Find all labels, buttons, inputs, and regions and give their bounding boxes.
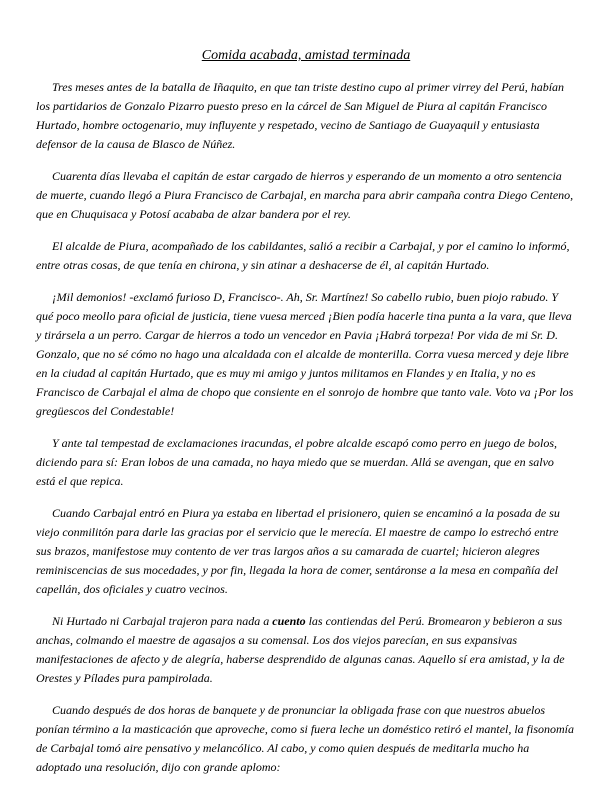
paragraph-7-end: las contiendas del Perú. Bromearon y bebieron a sus anchas, colmando el maestre de agasajos a su comensal. Los dos viejos parecían, en sus expansivas manifestaciones de afecto y de alegría, haberse desprendido de algunas canas. Aquello sí era amistad, y la de Orestes y Pílades pura pampirolada. bbox=[36, 614, 565, 685]
paragraph-7 bbox=[36, 612, 576, 688]
paragraph-5: Y ante tal tempestad de exclamaciones iracundas, el pobre alcalde escapó como perro en juego de bolos, diciendo para sí: Eran lobos de una camada, no haya miedo que se muerdan. Allá se avengan, que en salvo está el que repica. bbox=[36, 436, 558, 488]
paragraph-7-start: Ni Hurtado ni Carbajal trajeron para nada a bbox=[52, 614, 273, 628]
paragraph-3: El alcalde de Piura, acompañado de los cabildantes, salió a recibir a Carbajal, y por el camino lo informó, entre otras cosas, de que tenía en chirona, y sin atinar a deshacerse de él, al capitán Hurtado. bbox=[36, 239, 570, 272]
document-title: Comida acabada, amistad terminada bbox=[201, 48, 411, 63]
paragraph-7-bold-word: cuento bbox=[272, 614, 306, 628]
paragraph-2: Cuarenta días llevaba el capitán de estar cargado de hierros y esperando de un momento a otro sentencia de muerte, cuando llegó a Piura Francisco de Carbajal, en marcha para abrir campaña contra Diego Centeno, que en Chuquisaca y Potosí acababa de alzar bandera por el rey. bbox=[36, 169, 574, 221]
paragraph-8: Cuando después de dos horas de banquete y de pronunciar la obligada frase con que nuestros abuelos ponían término a la masticación que aproveche, como si fuera leche un doméstico retiró el mantel, la fisonomía de Carbajal tomó aire pensativo y melancólico. Al cabo, y como quien después de meditarla mucho ha adoptado una resolución, dijo con grande aplomo: bbox=[36, 703, 575, 774]
paragraph-1: Tres meses antes de la batalla de Iñaquito, en que tan triste destino cupo al primer virrey del Perú, habían los partidarios de Gonzalo Pizarro puesto preso en la cárcel de San Miguel de Piura al capitán Francisco Hurtado, hombre octogenario, muy influyente y respetado, vecino de Santiago de Guayaquil y entusiasta defensor de la causa de Blasco de Núñez. bbox=[36, 80, 565, 151]
paragraph-4: ¡Mil demonios! -exclamó furioso D, Francisco-. Ah, Sr. Martínez! So cabello rubio, buen piojo rabudo. Y qué poco meollo para oficial de justicia, tiene vuesa merced ¡Bien podía hacerle tina punta a la vara, que lleva y tirársela a un perro. Cargar de hierros a todo un vencedor en Pavia ¡Habrá torpeza! Por vida de mi Sr. D. Gonzalo, que no sé cómo no hago una alcaldada con el alcalde de monterilla. Corra vuesa merced y deje libre en la ciudad al capitán Hurtado, que es muy mi amigo y juntos militamos en Flandes y en Italia, y no es Francisco de Carbajal el alma de chopo que consiente en el sonrojo de hombre que tanto vale. Voto va ¡Por los gregüescos del Condestable! bbox=[36, 290, 574, 418]
paragraph-6: Cuando Carbajal entró en Piura ya estaba en libertad el prisionero, quien se encaminó a la posada de su viejo conmilitón para darle las gracias por el servicio que le merecía. El maestre de campo lo estrechó entre sus brazos, manifestose muy contento de ver tras largos años a su camarada de cuartel; hicieron alegres reminiscencias de sus mocedades, y por fin, llegada la hora de comer, sentáronse a la mesa en compañía del capellán, dos oficiales y cuatro vecinos. bbox=[36, 506, 560, 596]
